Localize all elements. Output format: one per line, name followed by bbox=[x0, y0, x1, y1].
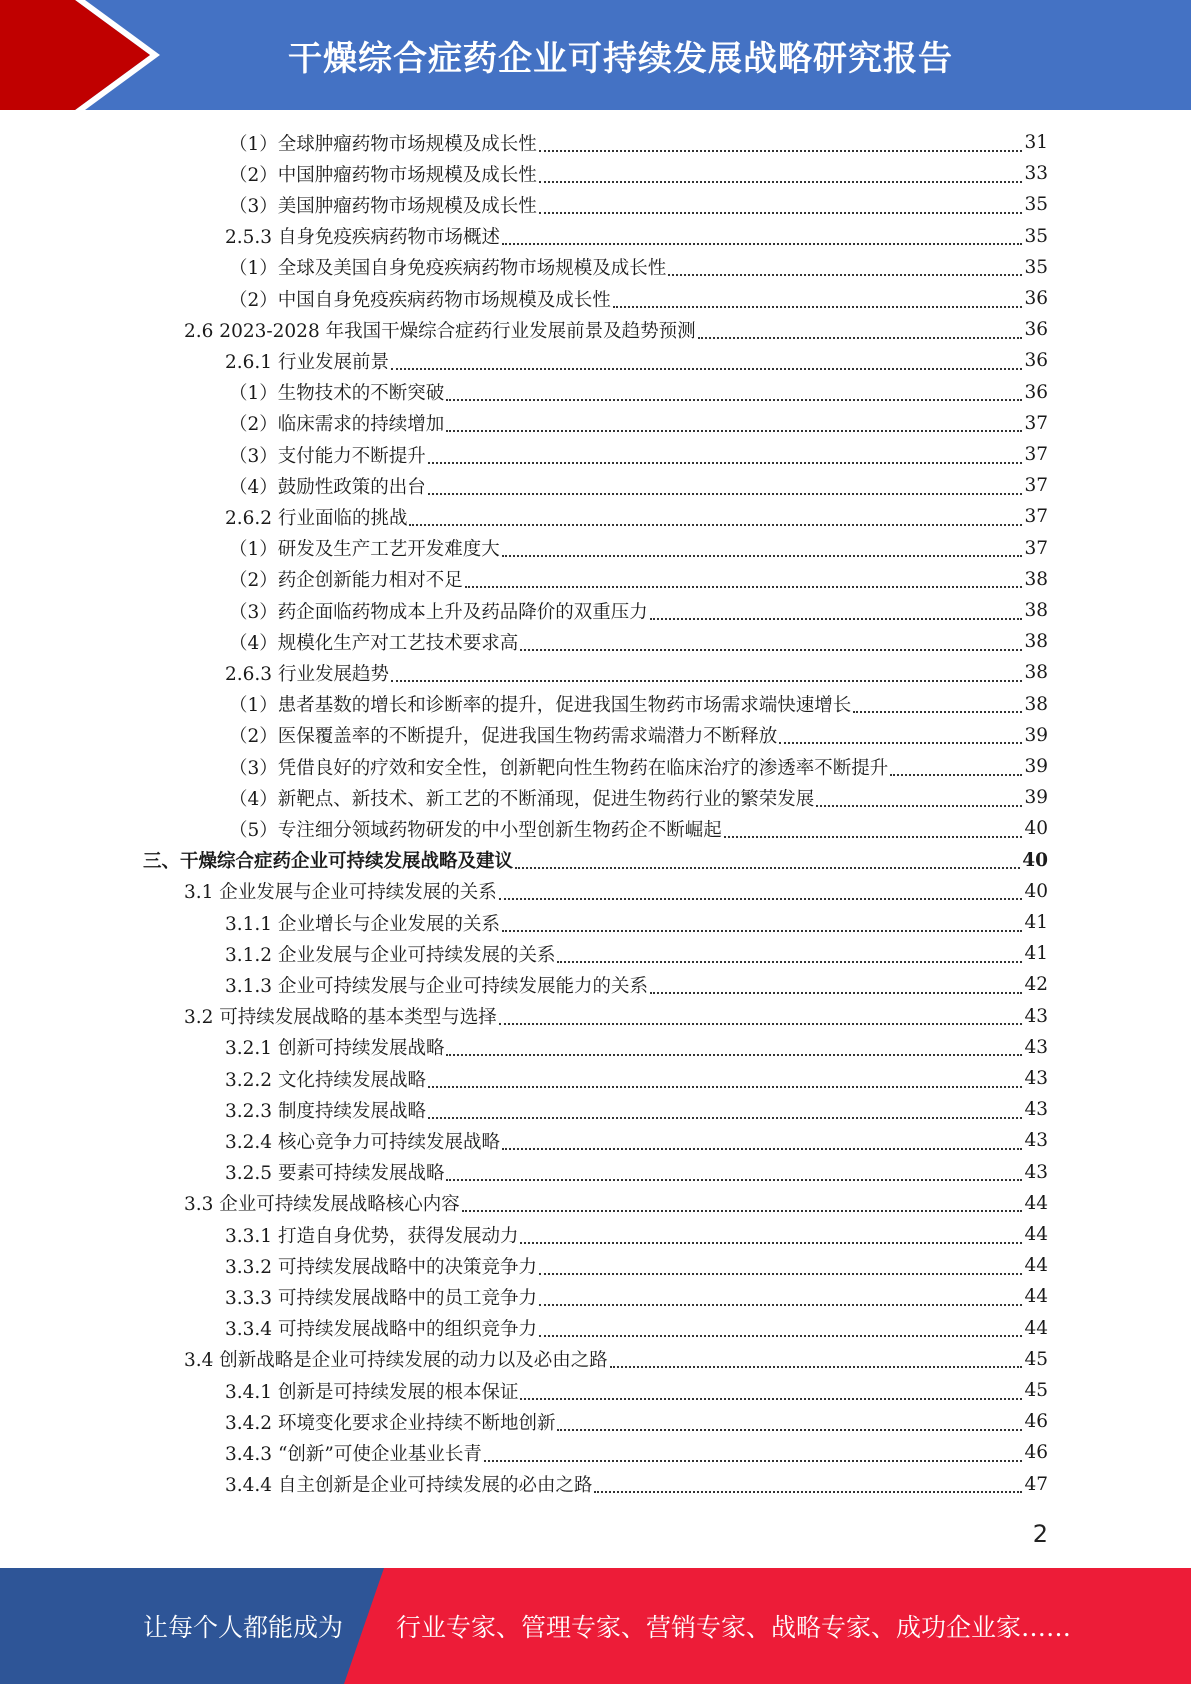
toc-entry-page: 43 bbox=[1024, 1130, 1048, 1152]
toc-entry-title: （3）药企面临药物成本上升及药品降价的双重压力 bbox=[229, 601, 648, 623]
toc-entry-title: 3.3.1 打造自身优势，获得发展动力 bbox=[225, 1225, 519, 1247]
toc-entry-title: 3.2 可持续发展战略的基本类型与选择 bbox=[184, 1007, 497, 1029]
toc-entry-page: 40 bbox=[1024, 880, 1048, 902]
toc-dot-leader bbox=[446, 1157, 1022, 1181]
toc-entry-page: 39 bbox=[1024, 724, 1048, 746]
toc-entry-title: 3.4.4 自主创新是企业可持续发展的必由之路 bbox=[225, 1475, 593, 1497]
toc-entry-page: 43 bbox=[1024, 1161, 1048, 1183]
toc-entry-page: 41 bbox=[1024, 943, 1048, 965]
toc-dot-leader bbox=[446, 408, 1022, 432]
toc-entry-page: 39 bbox=[1024, 756, 1048, 777]
toc-dot-leader bbox=[539, 1251, 1022, 1275]
toc-dot-leader bbox=[890, 752, 1022, 776]
toc-dot-leader bbox=[816, 783, 1022, 807]
toc-entry-page: 31 bbox=[1024, 132, 1048, 153]
toc-dot-leader bbox=[610, 1344, 1023, 1368]
toc-entry[interactable] bbox=[225, 1313, 1048, 1344]
toc-dot-leader bbox=[446, 1032, 1022, 1056]
toc-dot-leader bbox=[428, 440, 1023, 464]
toc-entry[interactable] bbox=[229, 127, 1048, 158]
toc-entry-title: （4）新靶点、新技术、新工艺的不断涌现，促进生物药行业的繁荣发展 bbox=[229, 788, 815, 810]
page-footer bbox=[0, 1568, 1191, 1684]
toc-entry-page: 44 bbox=[1024, 1224, 1048, 1245]
toc-entry-title: 3.1.3 企业可持续发展与企业可持续发展能力的关系 bbox=[225, 975, 648, 997]
toc-entry-page: 36 bbox=[1024, 288, 1048, 309]
report-title: 干燥综合症药企业可持续发展战略研究报告 bbox=[288, 38, 953, 79]
toc-entry-page: 37 bbox=[1024, 412, 1048, 434]
toc-entry[interactable] bbox=[229, 782, 1048, 813]
toc-dot-leader bbox=[539, 128, 1023, 152]
toc-entry[interactable] bbox=[225, 1094, 1048, 1125]
toc-entry[interactable] bbox=[229, 158, 1048, 189]
toc-dot-leader bbox=[698, 315, 1023, 339]
toc-entry[interactable] bbox=[225, 1250, 1048, 1281]
toc-entry-page: 43 bbox=[1024, 1036, 1048, 1058]
toc-entry-title: 3.1.2 企业发展与企业可持续发展的关系 bbox=[225, 944, 556, 966]
toc-entry-page: 38 bbox=[1024, 693, 1048, 715]
toc-entry[interactable] bbox=[225, 969, 1048, 1000]
toc-entry-page: 38 bbox=[1024, 568, 1048, 590]
toc-dot-leader bbox=[668, 252, 1022, 276]
toc-dot-leader bbox=[520, 1220, 1022, 1244]
toc-entry-page: 40 bbox=[1022, 849, 1048, 871]
toc-entry[interactable] bbox=[225, 1219, 1048, 1250]
toc-entry-page: 35 bbox=[1024, 194, 1048, 216]
toc-entry[interactable] bbox=[225, 501, 1048, 532]
toc-entry-title: 3.1 企业发展与企业可持续发展的关系 bbox=[184, 882, 497, 904]
toc-entry-title: （3）凭借良好的疗效和安全性，创新靶向性生物药在临床治疗的渗透率不断提升 bbox=[229, 757, 889, 779]
toc-dot-leader bbox=[650, 970, 1022, 994]
page-header bbox=[0, 0, 1191, 110]
toc-dot-leader bbox=[502, 221, 1022, 245]
toc-entry[interactable] bbox=[225, 1157, 1048, 1188]
toc-dot-leader bbox=[557, 939, 1022, 963]
toc-entry[interactable] bbox=[229, 720, 1048, 751]
toc-entry-title: 2.6 2023-2028 年我国干燥综合症药行业发展前景及趋势预测 bbox=[184, 320, 696, 342]
toc-entry[interactable] bbox=[229, 689, 1048, 720]
toc-dot-leader bbox=[502, 1126, 1022, 1150]
toc-entry-page: 41 bbox=[1024, 912, 1048, 933]
toc-dot-leader bbox=[499, 876, 1023, 900]
toc-entry-page: 38 bbox=[1024, 631, 1048, 653]
toc-entry[interactable] bbox=[225, 1063, 1048, 1094]
toc-entry[interactable] bbox=[225, 907, 1048, 938]
toc-entry[interactable] bbox=[143, 845, 1048, 876]
toc-entry-title: （1）全球及美国自身免疫疾病药物市场规模及成长性 bbox=[229, 258, 667, 280]
toc-entry[interactable] bbox=[225, 1281, 1048, 1312]
toc-entry-page: 45 bbox=[1024, 1348, 1048, 1370]
toc-entry-title: 3.3.3 可持续发展战略中的员工竞争力 bbox=[225, 1287, 537, 1309]
toc-entry[interactable] bbox=[225, 221, 1048, 252]
toc-entry[interactable] bbox=[225, 345, 1048, 376]
toc-entry-page: 43 bbox=[1024, 1005, 1048, 1027]
toc-dot-leader bbox=[502, 533, 1023, 557]
toc-entry-page: 38 bbox=[1024, 600, 1048, 621]
toc-dot-leader bbox=[724, 814, 1023, 838]
toc-dot-leader bbox=[484, 1438, 1023, 1462]
toc-entry[interactable] bbox=[229, 283, 1048, 314]
toc-dot-leader bbox=[557, 1407, 1022, 1431]
toc-entry-title: 3.2.1 创新可持续发展战略 bbox=[225, 1038, 445, 1060]
toc-entry-page: 44 bbox=[1024, 1286, 1048, 1308]
toc-entry-page: 44 bbox=[1024, 1255, 1048, 1277]
toc-entry-title: （3）美国肿瘤药物市场规模及成长性 bbox=[229, 195, 537, 217]
toc-entry-title: （2）中国肿瘤药物市场规模及成长性 bbox=[229, 164, 537, 186]
footer-slogan-right: 行业专家、管理专家、营销专家、战略专家、成功企业家…… bbox=[396, 1613, 1072, 1642]
toc-entry-title: （1）全球肿瘤药物市场规模及成长性 bbox=[229, 133, 537, 155]
toc-entry-title: （2）医保覆盖率的不断提升，促进我国生物药需求端潜力不断释放 bbox=[229, 726, 778, 748]
toc-entry-title: 3.4.2 环境变化要求企业持续不断地创新 bbox=[225, 1412, 556, 1434]
toc-entry[interactable] bbox=[225, 938, 1048, 969]
toc-dot-leader bbox=[539, 1282, 1022, 1306]
toc-entry-page: 36 bbox=[1024, 381, 1048, 403]
toc-entry-page: 45 bbox=[1024, 1380, 1048, 1401]
toc-entry-title: （2）药企创新能力相对不足 bbox=[229, 570, 463, 592]
toc-entry-title: （4）鼓励性政策的出台 bbox=[229, 476, 426, 498]
toc-entry-page: 44 bbox=[1024, 1317, 1048, 1339]
toc-entry-title: 3.2.3 制度持续发展战略 bbox=[225, 1100, 426, 1122]
toc-dot-leader bbox=[520, 627, 1022, 651]
toc-entry[interactable] bbox=[225, 1032, 1048, 1063]
toc-entry-page: 46 bbox=[1024, 1442, 1048, 1464]
toc-entry[interactable] bbox=[229, 439, 1048, 470]
toc-dot-leader bbox=[462, 1188, 1023, 1212]
toc-entry-page: 36 bbox=[1024, 350, 1048, 372]
toc-entry-page: 37 bbox=[1024, 537, 1048, 559]
toc-entry-page: 40 bbox=[1024, 818, 1048, 840]
toc-dot-leader bbox=[594, 1469, 1022, 1493]
toc-entry[interactable] bbox=[184, 1001, 1048, 1032]
toc-entry[interactable] bbox=[225, 1406, 1048, 1437]
toc-entry-page: 43 bbox=[1024, 1099, 1048, 1121]
footer-slogan-left: 让每个人都能成为 bbox=[143, 1613, 344, 1642]
toc-dot-leader bbox=[613, 284, 1023, 308]
toc-dot-leader bbox=[409, 502, 1022, 526]
toc-entry-title: （2）临床需求的持续增加 bbox=[229, 414, 445, 436]
toc-dot-leader bbox=[428, 1095, 1022, 1119]
toc-dot-leader bbox=[502, 908, 1022, 932]
toc-entry[interactable] bbox=[229, 564, 1048, 595]
toc-entry-title: 3.3 企业可持续发展战略核心内容 bbox=[184, 1194, 460, 1216]
toc-entry-title: （1）研发及生产工艺开发难度大 bbox=[229, 539, 500, 561]
toc-dot-leader bbox=[391, 346, 1022, 370]
toc-entry-page: 37 bbox=[1024, 444, 1048, 465]
toc-entry-page: 37 bbox=[1024, 475, 1048, 497]
toc-dot-leader bbox=[446, 377, 1022, 401]
toc-entry-page: 36 bbox=[1024, 319, 1048, 341]
toc-entry-title: （2）中国自身免疫疾病药物市场规模及成长性 bbox=[229, 289, 611, 311]
toc-dot-leader bbox=[520, 1376, 1022, 1400]
toc-entry-title: 3.4.3 “创新”可使企业基业长青 bbox=[225, 1443, 482, 1465]
toc-entry[interactable] bbox=[225, 657, 1048, 688]
toc-entry-page: 47 bbox=[1024, 1473, 1048, 1495]
toc-entry-page: 35 bbox=[1024, 256, 1048, 278]
toc-entry-title: 3.3.2 可持续发展战略中的决策竞争力 bbox=[225, 1256, 537, 1278]
toc-entry[interactable] bbox=[229, 252, 1048, 283]
toc-entry-title: 3.3.4 可持续发展战略中的组织竞争力 bbox=[225, 1319, 537, 1341]
toc-entry-page: 44 bbox=[1024, 1192, 1048, 1214]
toc-entry-page: 43 bbox=[1024, 1068, 1048, 1089]
toc-entry[interactable] bbox=[225, 1469, 1048, 1500]
toc-entry-title: 2.5.3 自身免疫疾病药物市场概述 bbox=[225, 227, 500, 249]
toc-entry-page: 39 bbox=[1024, 787, 1048, 809]
toc-dot-leader bbox=[499, 1001, 1023, 1025]
toc-dot-leader bbox=[391, 658, 1022, 682]
toc-entry[interactable] bbox=[229, 595, 1048, 626]
toc-entry-title: 2.6.2 行业面临的挑战 bbox=[225, 507, 408, 529]
toc-entry-title: （4）规模化生产对工艺技术要求高 bbox=[229, 632, 519, 654]
toc-entry-title: 2.6.1 行业发展前景 bbox=[225, 351, 389, 373]
toc-entry[interactable] bbox=[184, 1188, 1048, 1219]
toc-entry[interactable] bbox=[229, 751, 1048, 782]
toc-dot-leader bbox=[515, 845, 1020, 869]
toc-entry-title: 3.2.2 文化持续发展战略 bbox=[225, 1069, 426, 1091]
toc-entry-title: 三、干燥综合症药企业可持续发展战略及建议 bbox=[143, 851, 514, 873]
toc-entry-title: （3）支付能力不断提升 bbox=[229, 445, 426, 467]
toc-entry[interactable] bbox=[229, 470, 1048, 501]
page-number: 2 bbox=[1032, 1520, 1048, 1548]
toc-dot-leader bbox=[465, 564, 1023, 588]
toc-entry-title: （5）专注细分领域药物研发的中小型创新生物药企不断崛起 bbox=[229, 819, 722, 841]
toc-entry-title: 2.6.3 行业发展趋势 bbox=[225, 663, 389, 685]
toc-dot-leader bbox=[853, 689, 1022, 713]
toc-entry[interactable] bbox=[225, 1375, 1048, 1406]
toc-entry-page: 35 bbox=[1024, 225, 1048, 247]
toc-entry-title: 3.1.1 企业增长与企业发展的关系 bbox=[225, 913, 500, 935]
toc-entry-title: 3.4 创新战略是企业可持续发展的动力以及必由之路 bbox=[184, 1350, 608, 1372]
toc-entry-title: 3.4.1 创新是可持续发展的根本保证 bbox=[225, 1381, 519, 1403]
toc-dot-leader bbox=[539, 159, 1023, 183]
toc-entry[interactable] bbox=[225, 1125, 1048, 1156]
toc-entry-title: （1）患者基数的增长和诊断率的提升，促进我国生物药市场需求端快速增长 bbox=[229, 695, 852, 717]
toc-dot-leader bbox=[539, 190, 1023, 214]
toc-entry-title: 3.2.4 核心竞争力可持续发展战略 bbox=[225, 1131, 500, 1153]
toc-dot-leader bbox=[428, 1064, 1022, 1088]
toc-entry[interactable] bbox=[225, 1437, 1048, 1468]
toc-entry[interactable] bbox=[229, 189, 1048, 220]
toc-dot-leader bbox=[650, 596, 1023, 620]
toc-entry-page: 46 bbox=[1024, 1411, 1048, 1433]
toc-entry[interactable] bbox=[184, 876, 1048, 907]
toc-entry[interactable] bbox=[229, 813, 1048, 844]
toc-entry-page: 38 bbox=[1024, 662, 1048, 684]
toc-dot-leader bbox=[779, 720, 1022, 744]
toc-entry-page: 33 bbox=[1024, 163, 1048, 185]
toc-entry-title: （1）生物技术的不断突破 bbox=[229, 383, 445, 405]
toc-entry[interactable] bbox=[229, 533, 1048, 564]
toc-dot-leader bbox=[428, 471, 1023, 495]
toc-entry-page: 42 bbox=[1024, 974, 1048, 996]
toc-entry-title: 3.2.5 要素可持续发展战略 bbox=[225, 1163, 445, 1185]
toc-entry-page: 37 bbox=[1024, 506, 1048, 528]
toc-entry[interactable] bbox=[229, 626, 1048, 657]
toc-dot-leader bbox=[539, 1313, 1022, 1337]
toc-entry[interactable] bbox=[184, 314, 1048, 345]
toc-entry[interactable] bbox=[229, 408, 1048, 439]
toc-entry[interactable] bbox=[184, 1344, 1048, 1375]
toc-entry[interactable] bbox=[229, 377, 1048, 408]
